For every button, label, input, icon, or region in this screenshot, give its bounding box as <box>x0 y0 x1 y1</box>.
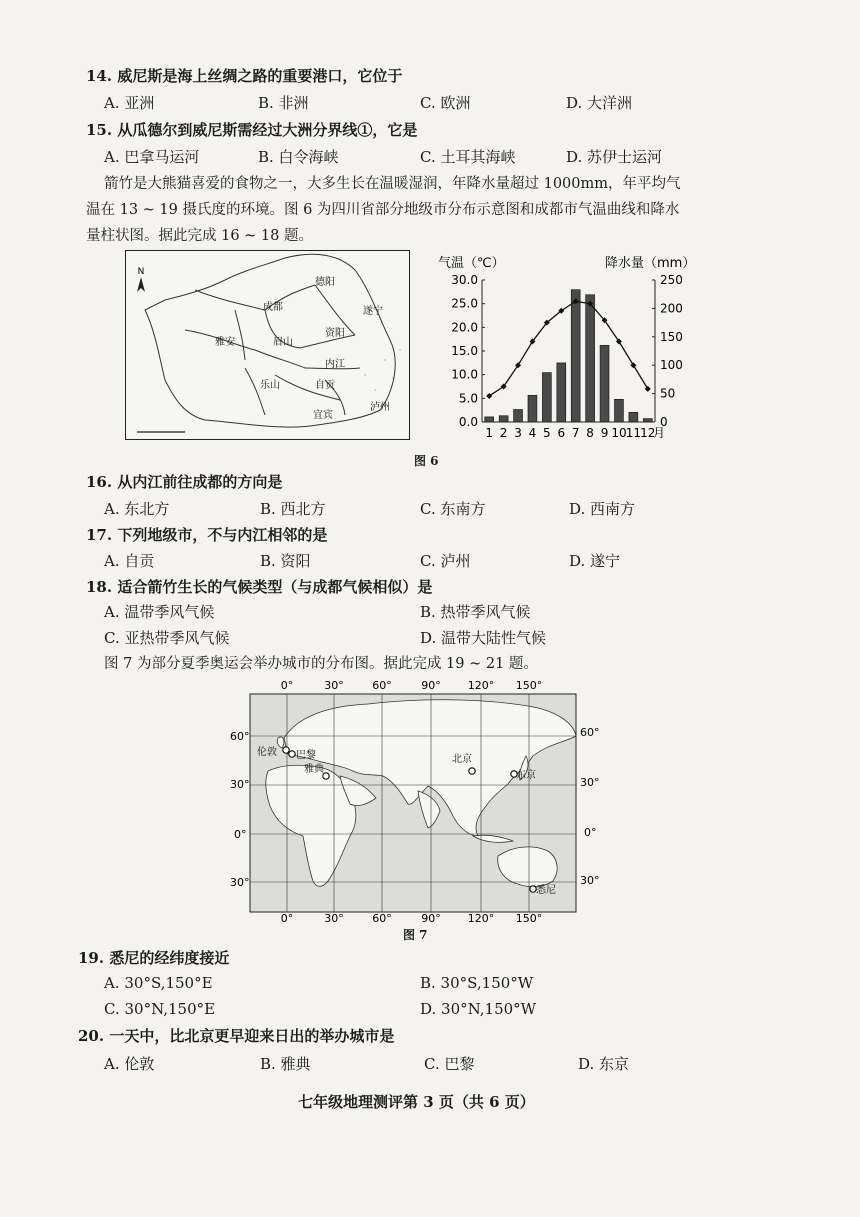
month-tick-label: 7 <box>571 426 580 440</box>
precip-bar <box>643 419 652 422</box>
q16-option-a: A. 东北方 <box>104 500 170 518</box>
lon-bottom-150: 150° <box>515 912 543 925</box>
city-neijiang: 内江 <box>325 359 345 370</box>
month-tick-label: 3 <box>514 426 522 440</box>
city-athens: 雅典 <box>304 764 324 775</box>
month-tick-label: 5 <box>543 426 551 440</box>
lat-left-60: 60° <box>230 730 250 743</box>
sichuan-map <box>125 250 410 440</box>
precip-bar <box>528 395 537 422</box>
precip-tick-label: 200 <box>660 301 683 316</box>
lat-left-0: 0° <box>234 828 247 841</box>
precip-bar <box>514 410 523 422</box>
precip-bar <box>542 373 551 422</box>
q19-option-a: A. 30°S,150°E <box>104 974 213 992</box>
precip-bar <box>557 363 566 422</box>
precip-tick-label: 50 <box>660 386 676 401</box>
city-sydney: 悉尼 <box>536 885 556 896</box>
lon-top-0: 0° <box>280 679 294 692</box>
q16-option-c: C. 东南方 <box>420 500 486 518</box>
paris-marker <box>289 751 295 757</box>
precip-tick-label: 100 <box>660 358 683 373</box>
city-zigong: 自贡 <box>315 380 335 391</box>
q16-stem: 16. 从内江前往成都的方向是 <box>86 473 283 491</box>
precip-bar <box>499 416 508 422</box>
city-suining: 遂宁 <box>363 306 383 317</box>
month-tick-label: 9 <box>600 426 609 440</box>
lon-top-120: 120° <box>467 679 495 692</box>
lat-left-30s: 30° <box>230 876 250 889</box>
q14-option-a: A. 亚洲 <box>104 94 155 112</box>
lon-bottom-30: 30° <box>324 912 344 925</box>
q19-stem: 19. 悉尼的经纬度接近 <box>78 949 230 967</box>
temperature-point <box>645 386 651 392</box>
q15-option-d: D. 苏伊士运河 <box>566 148 663 166</box>
precip-bar <box>586 295 595 422</box>
precip-bar <box>600 345 609 422</box>
lon-bottom-90: 90° <box>421 912 441 925</box>
lon-bottom-120: 120° <box>467 912 495 925</box>
temp-tick-label: 0.0 <box>458 415 478 429</box>
precip-bar <box>629 412 638 422</box>
precip-bar <box>571 290 580 422</box>
lon-bottom-0: 0° <box>280 912 294 925</box>
q14-option-c: C. 欧洲 <box>420 94 471 112</box>
intro1-line1: 箭竹是大熊猫喜爱的食物之一，大多生长在温暖湿润，年降水量超过 1000mm，年平均气 <box>104 176 681 192</box>
london-marker <box>283 747 289 753</box>
fig7-caption: 图 7 <box>403 928 428 942</box>
q15-option-b: B. 白令海峡 <box>258 148 339 166</box>
precip-tick-label: 0 <box>660 415 668 429</box>
city-leshan: 乐山 <box>260 380 280 391</box>
month-tick-label: 12 <box>640 426 656 440</box>
q19-option-b: B. 30°S,150°W <box>420 974 534 992</box>
month-tick-label: 4 <box>528 426 537 440</box>
lat-left-30: 30° <box>230 778 250 791</box>
city-london: 伦敦 <box>257 747 277 758</box>
lat-right-60: 60° <box>580 726 600 739</box>
lat-right-30s: 30° <box>580 874 600 887</box>
month-tick-label: 11 <box>625 426 642 440</box>
lon-top-150: 150° <box>515 679 543 692</box>
q16-option-d: D. 西南方 <box>569 500 636 518</box>
q19-option-c: C. 30°N,150°E <box>104 1000 216 1018</box>
city-beijing: 北京 <box>452 754 472 765</box>
q20-option-b: B. 雅典 <box>260 1055 311 1073</box>
city-tokyo: 东京 <box>516 770 536 781</box>
lon-top-60: 60° <box>372 679 392 692</box>
q14-option-b: B. 非洲 <box>258 94 309 112</box>
city-paris: 巴黎 <box>296 750 316 761</box>
q15-option-c: C. 土耳其海峡 <box>420 148 516 166</box>
q14-stem: 14. 威尼斯是海上丝绸之路的重要港口，它位于 <box>86 67 403 85</box>
q17-option-d: D. 遂宁 <box>569 552 621 570</box>
temp-tick-label: 5.0 <box>458 391 478 406</box>
q17-option-b: B. 资阳 <box>260 552 311 570</box>
precip-axis-label: 降水量（mm） <box>605 256 696 271</box>
lat-right-0: 0° <box>584 826 597 839</box>
precip-bar <box>614 399 623 422</box>
temp-tick-label: 25.0 <box>451 296 478 311</box>
precip-bar <box>485 417 494 422</box>
q18-option-c: C. 亚热带季风气候 <box>104 629 230 647</box>
temp-axis-label: 气温（℃） <box>438 256 505 271</box>
q16-option-b: B. 西北方 <box>260 500 326 518</box>
q17-stem: 17. 下列地级市，不与内江相邻的是 <box>86 526 328 544</box>
olympic-cities-map <box>228 676 613 926</box>
temp-tick-label: 10.0 <box>451 367 478 382</box>
precip-tick-label: 250 <box>660 273 683 287</box>
temp-tick-label: 30.0 <box>451 273 478 287</box>
q14-option-d: D. 大洋洲 <box>566 94 633 112</box>
city-chengdu: 成都 <box>263 302 283 313</box>
q18-option-d: D. 温带大陆性气候 <box>420 629 547 647</box>
q15-option-a: A. 巴拿马运河 <box>104 148 200 166</box>
lon-bottom-60: 60° <box>372 912 392 925</box>
intro1-line3: 量柱状图。据此完成 16 ~ 18 题。 <box>86 228 313 244</box>
q18-option-a: A. 温带季风气候 <box>104 603 215 621</box>
intro2: 图 7 为部分夏季奥运会举办城市的分布图。据此完成 19 ~ 21 题。 <box>104 656 538 672</box>
month-tick-label: 8 <box>586 426 594 440</box>
q17-option-c: C. 泸州 <box>420 552 471 570</box>
temperature-point <box>630 362 636 368</box>
city-luzhou: 泸州 <box>370 402 390 413</box>
q15-stem: 15. 从瓜德尔到威尼斯需经过大洲分界线①，它是 <box>86 121 418 139</box>
precip-tick-label: 150 <box>660 329 683 344</box>
page-footer: 七年级地理测评第 3 页（共 6 页） <box>298 1093 535 1111</box>
city-yaan: 雅安 <box>215 337 235 348</box>
city-deyang: 德阳 <box>315 277 335 288</box>
q20-option-d: D. 东京 <box>578 1055 630 1073</box>
q17-option-a: A. 自贡 <box>104 552 155 570</box>
temperature-line <box>489 301 648 396</box>
beijing-marker <box>469 768 475 774</box>
city-yibin: 宜宾 <box>313 410 333 421</box>
lat-right-30: 30° <box>580 776 600 789</box>
q19-option-d: D. 30°N,150°W <box>420 1000 537 1018</box>
month-unit-label: 月 <box>653 426 666 440</box>
intro1-line2: 温在 13 ~ 19 摄氏度的环境。图 6 为四川省部分地级市分布示意图和成都市气温曲线和降水 <box>86 202 680 218</box>
month-tick-label: 1 <box>485 426 494 440</box>
q20-option-a: A. 伦敦 <box>104 1055 155 1073</box>
q20-stem: 20. 一天中，比北京更早迎来日出的举办城市是 <box>78 1027 395 1045</box>
temp-tick-label: 15.0 <box>451 344 478 358</box>
q18-option-b: B. 热带季风气候 <box>420 603 531 621</box>
chengdu-climate-chart <box>430 250 720 450</box>
q20-option-c: C. 巴黎 <box>424 1055 475 1073</box>
north-label: N <box>137 267 145 277</box>
month-tick-label: 10 <box>611 426 627 440</box>
lon-top-30: 30° <box>324 679 344 692</box>
fig6-caption: 图 6 <box>414 454 439 468</box>
month-tick-label: 2 <box>499 426 508 440</box>
temp-tick-label: 20.0 <box>451 320 478 335</box>
month-tick-label: 6 <box>557 426 566 440</box>
lon-top-90: 90° <box>421 679 441 692</box>
city-meishan: 眉山 <box>273 337 293 348</box>
q18-stem: 18. 适合箭竹生长的气候类型（与成都气候相似）是 <box>86 578 433 596</box>
city-ziyang: 资阳 <box>325 328 345 339</box>
